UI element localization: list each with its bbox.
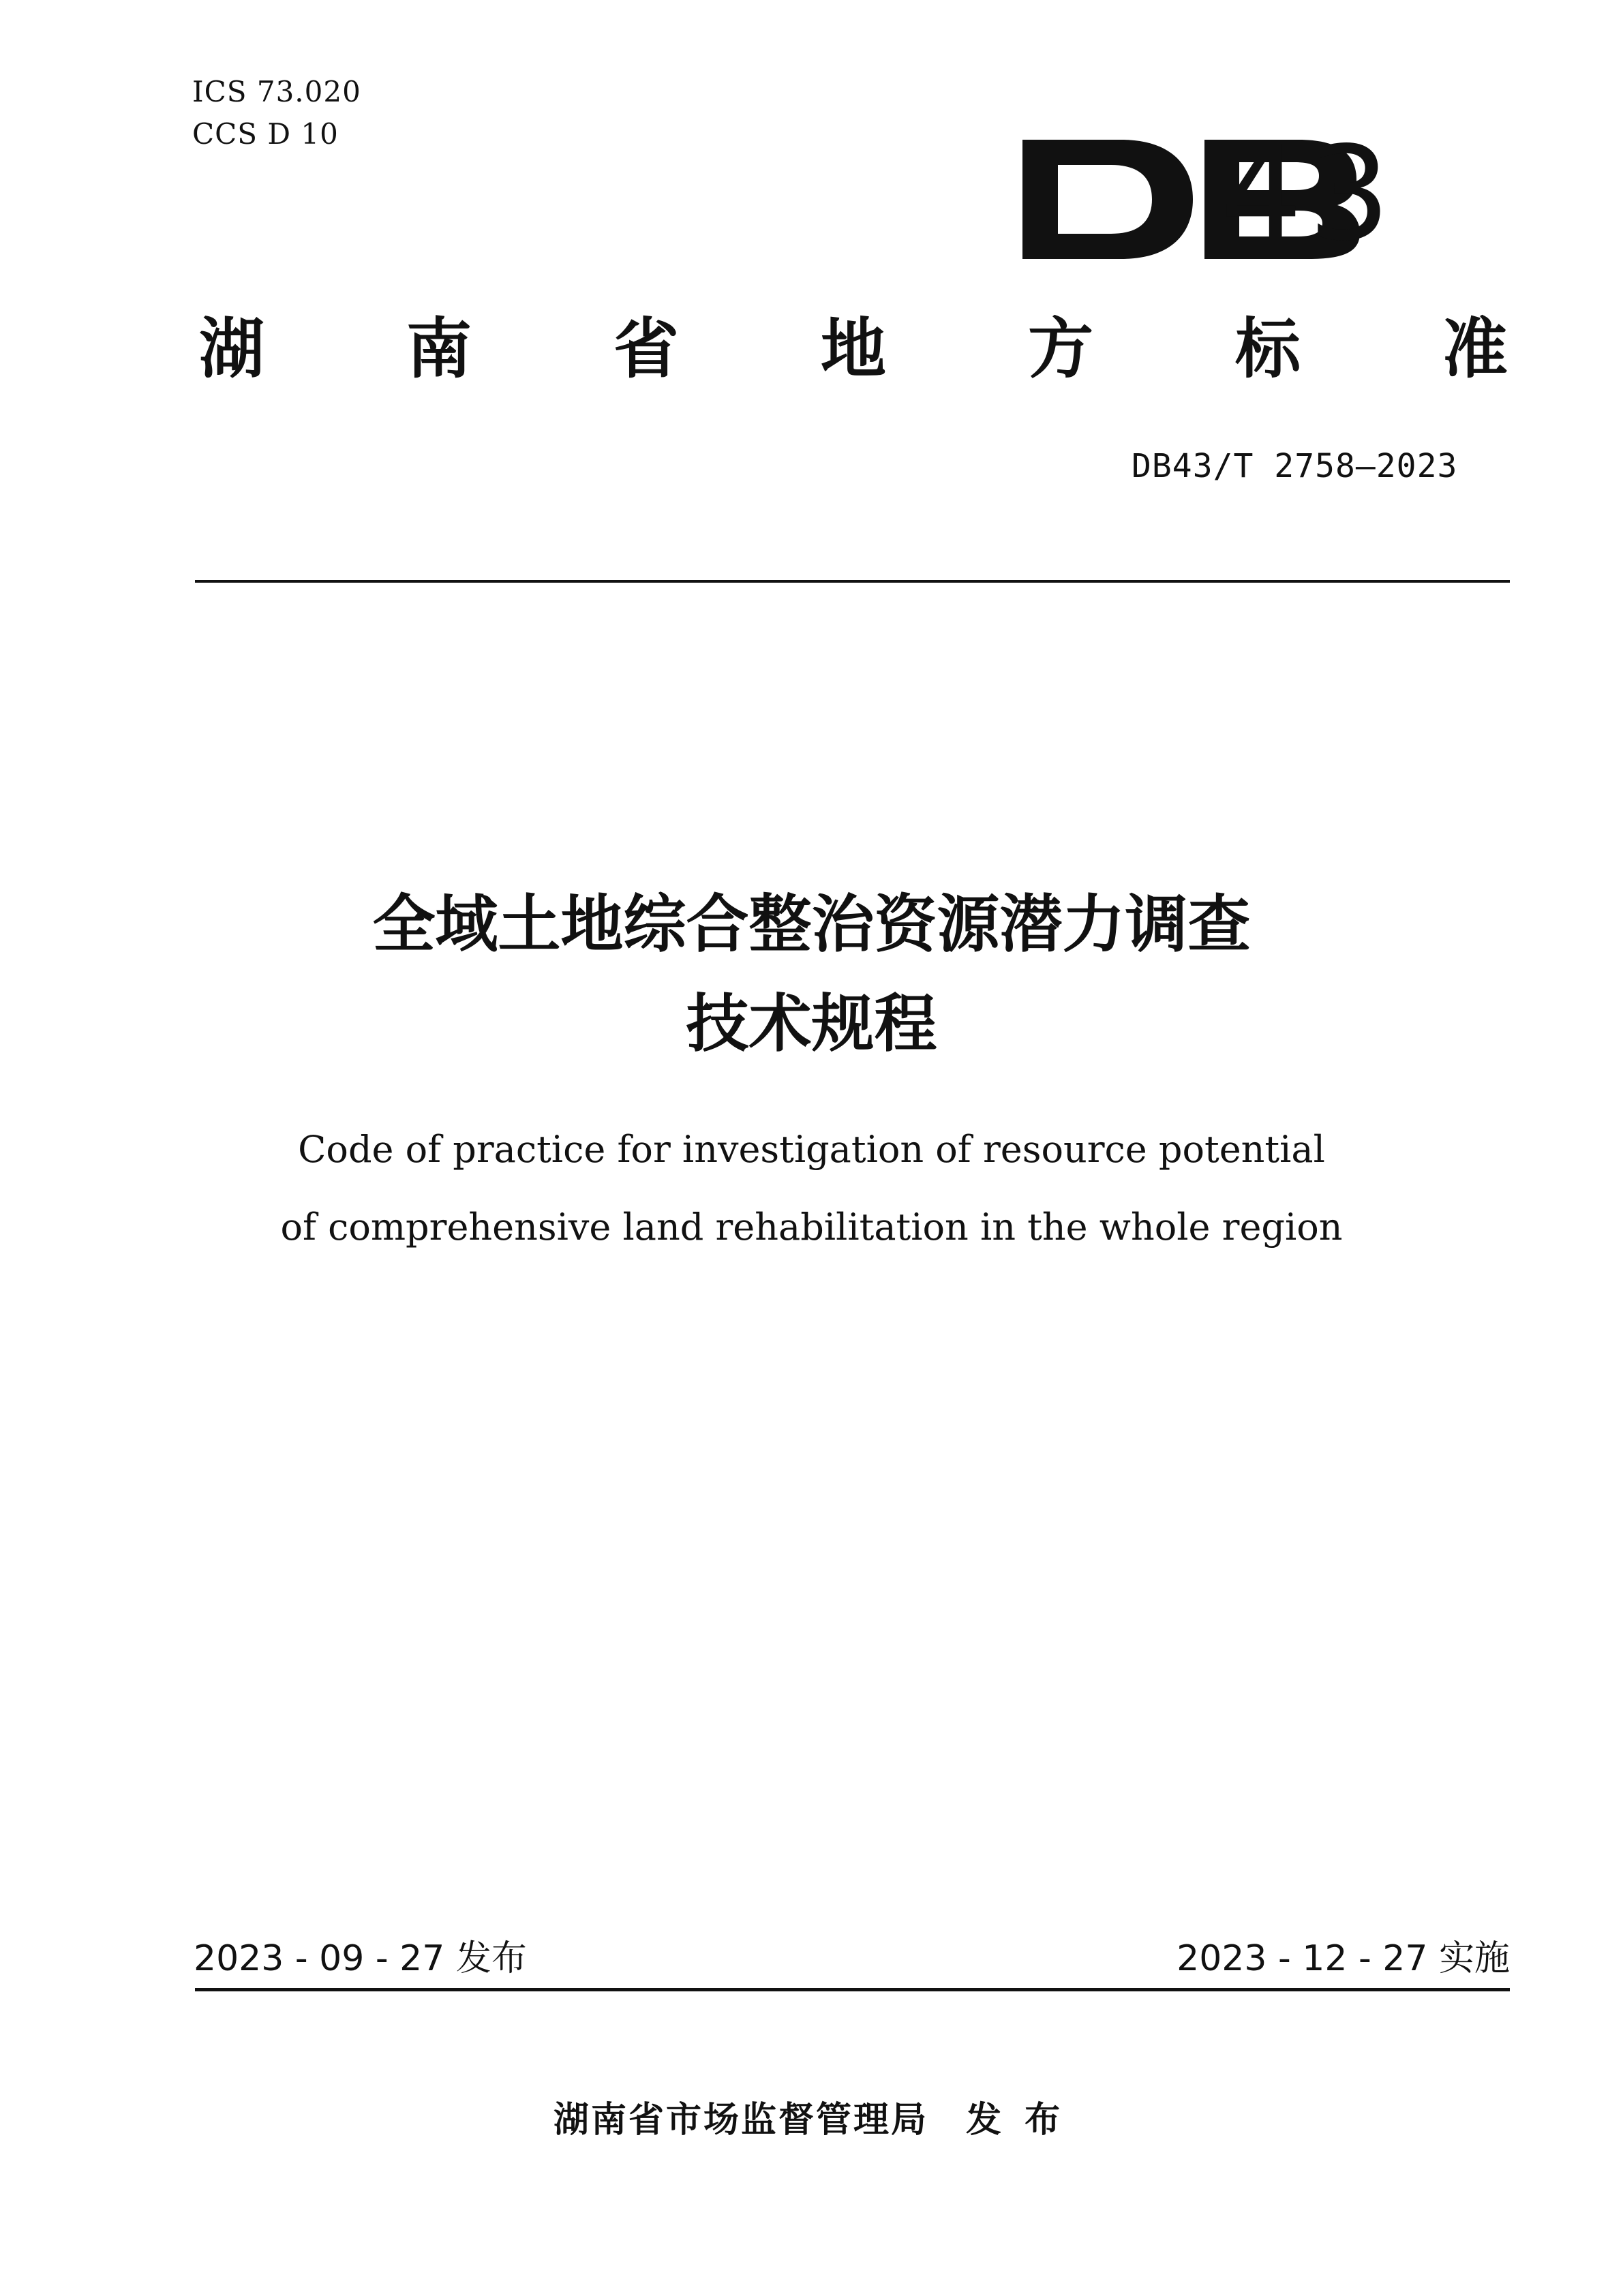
implementation-date: 2023 - 12 - 27 实施 <box>1177 1938 1510 1979</box>
ccs-code: CCS D 10 <box>192 117 339 151</box>
standard-number: DB43/T 2758—2023 <box>1132 447 1458 485</box>
issue-date: 2023 - 09 - 27 发布 <box>194 1938 527 1979</box>
standard-type-title <box>199 310 1508 395</box>
english-title-line-2: of comprehensive land rehabilitation in the whole region <box>280 1206 1343 1249</box>
publisher: 湖南省市场监督管理局 发 布 <box>553 2100 1063 2141</box>
english-title-line-1: Code of practice for investigation of resource potential <box>298 1128 1325 1171</box>
footer-divider <box>195 1988 1510 1991</box>
db-province-number: 43 <box>1220 119 1396 269</box>
logo-letter-d <box>1022 140 1193 259</box>
ics-code: ICS 73.020 <box>192 75 361 108</box>
document-title-line-2: 技术规程 <box>686 988 937 1060</box>
header-divider <box>195 580 1510 583</box>
standard-type-title-text: 湖南省地方标准 <box>199 311 1508 385</box>
document-title-line-1: 全域土地综合整治资源潜力调查 <box>372 888 1251 961</box>
